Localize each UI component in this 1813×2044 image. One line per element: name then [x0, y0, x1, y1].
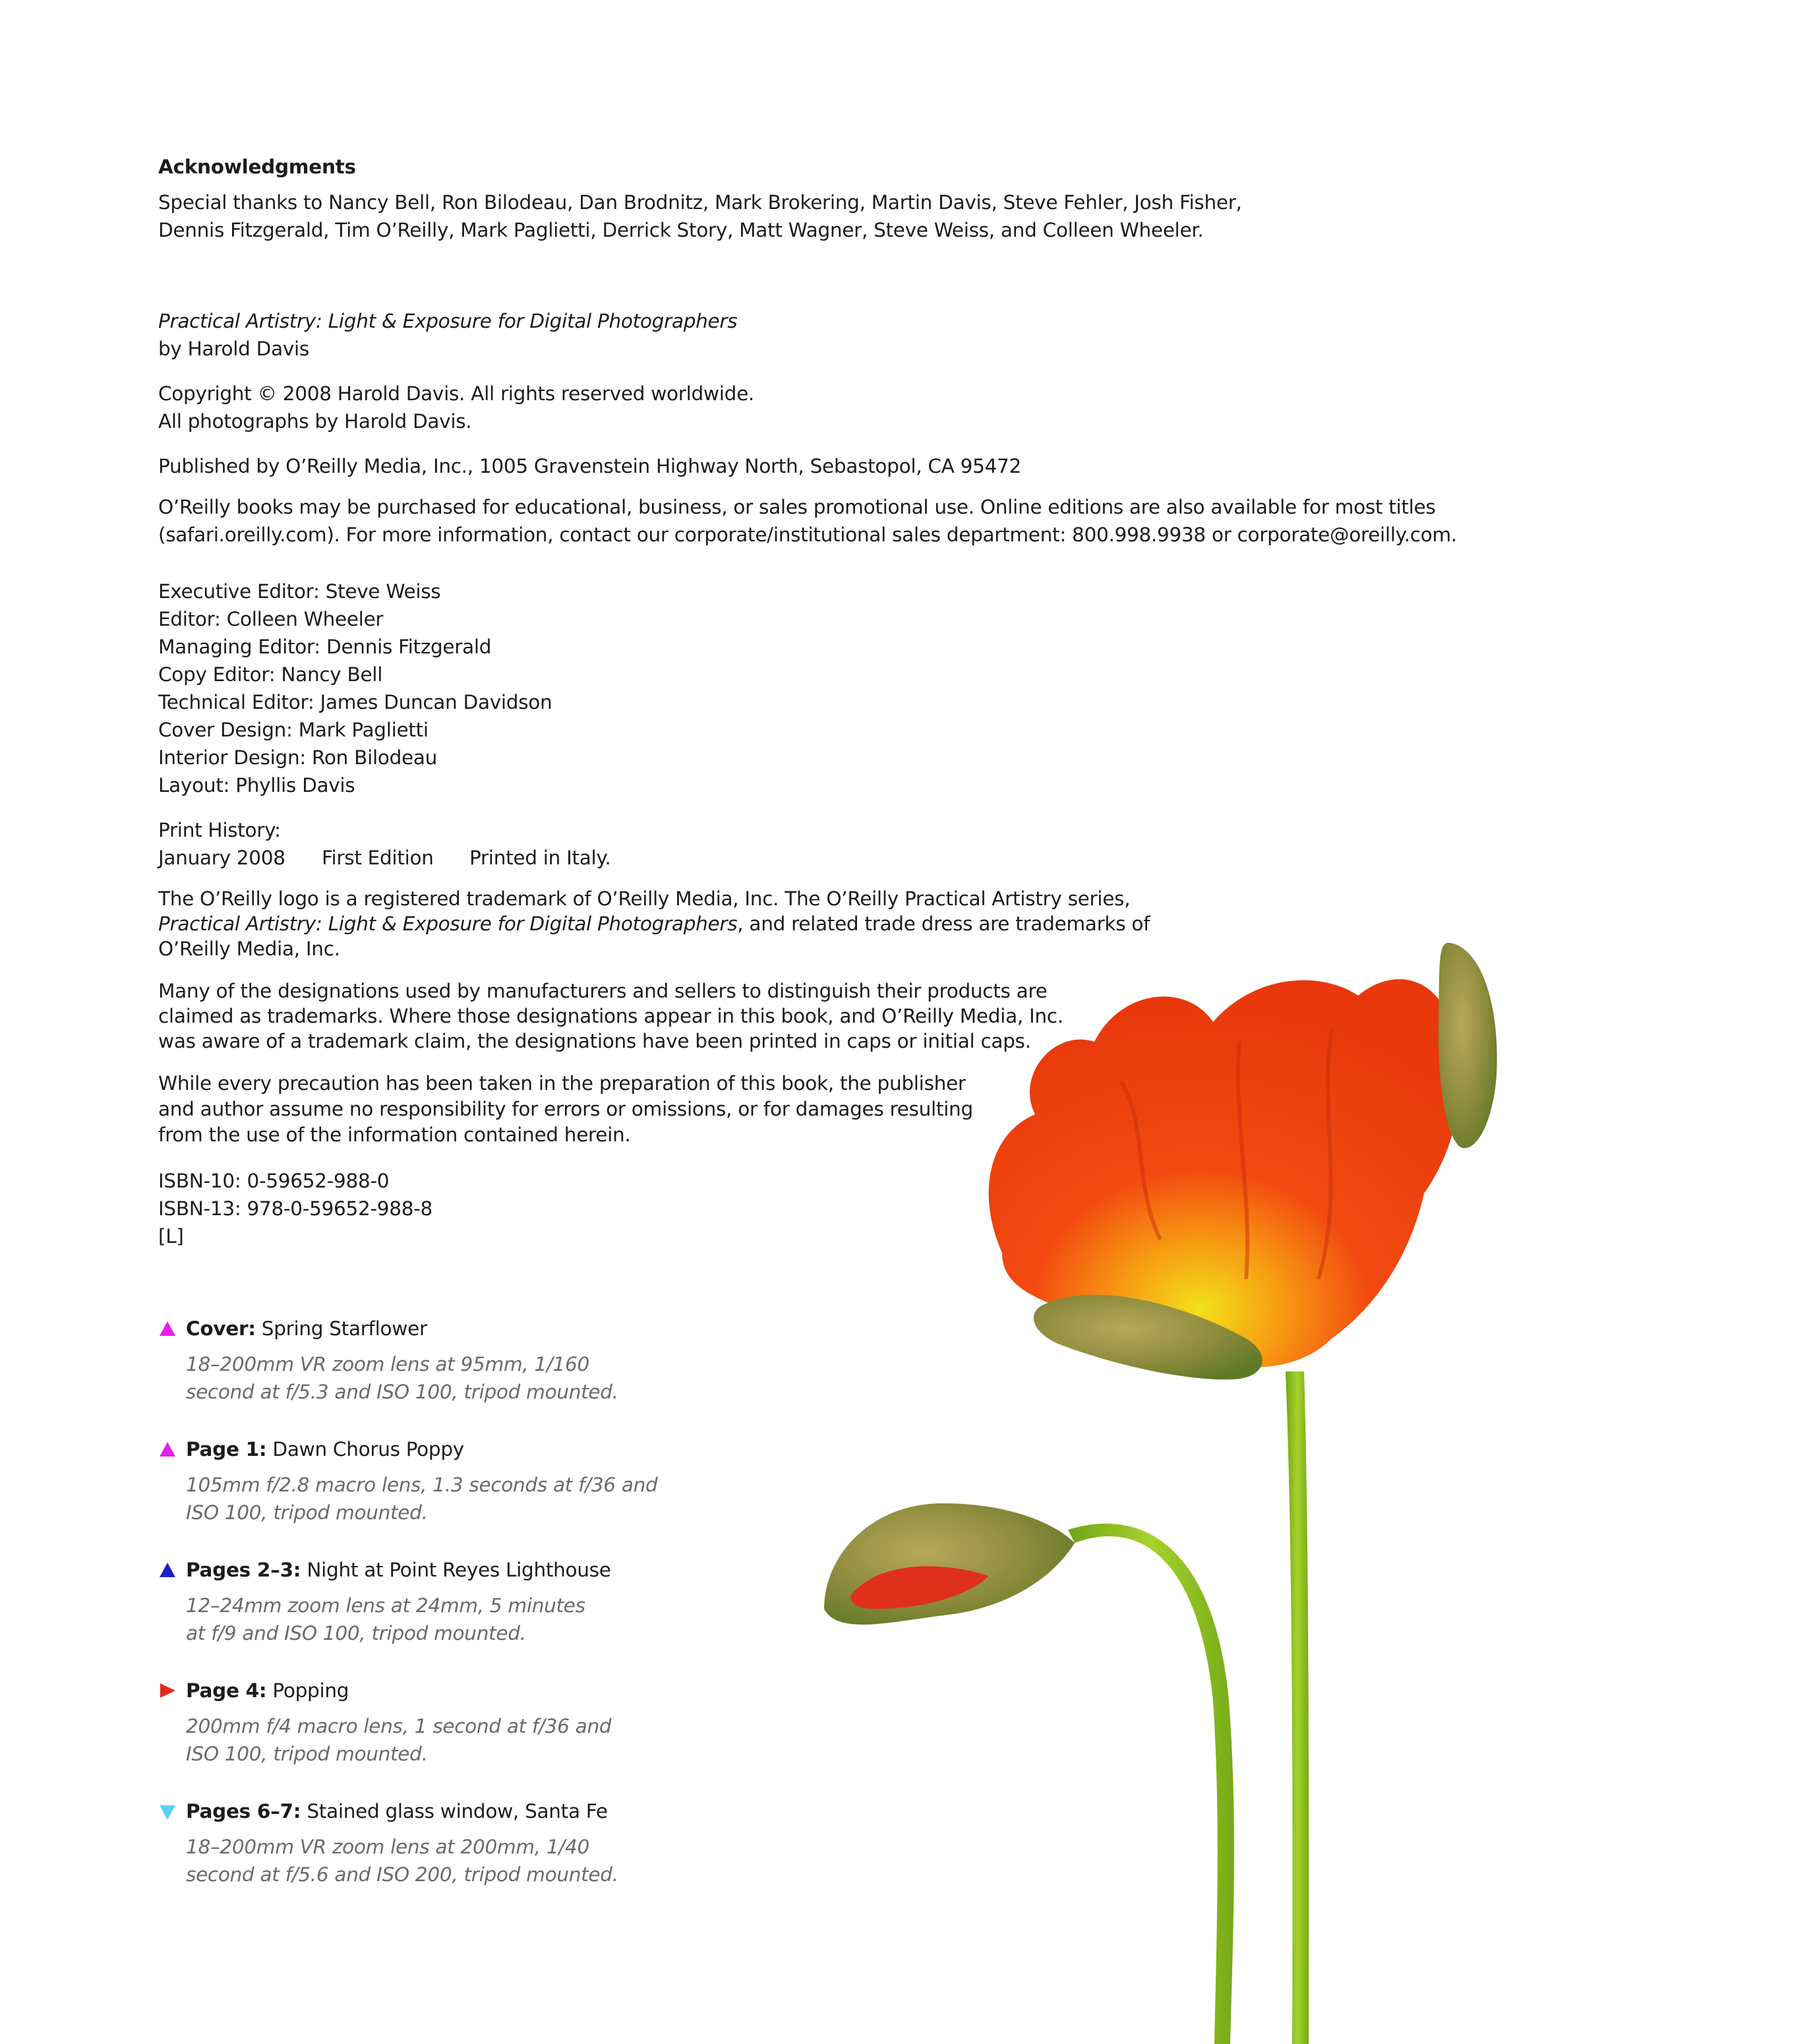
isbn-code: [L] [158, 1225, 184, 1247]
caption-detail-line-1: 105mm f/2.8 macro lens, 1.3 seconds at f/36 and [186, 1474, 658, 1496]
caption-detail-line-2: at f/9 and ISO 100, tripod mounted. [186, 1622, 526, 1644]
acknowledgments-heading: Acknowledgments [158, 156, 356, 178]
credit-line: Cover Design: Mark Paglietti [158, 719, 429, 741]
caption-label: Page 1: [186, 1438, 267, 1460]
caption-detail [158, 1833, 618, 1888]
print-location: Printed in Italy. [469, 847, 611, 869]
caption-item [158, 1677, 611, 1768]
isbn-10: ISBN-10: 0-59652-988-0 [158, 1170, 390, 1192]
disclaimer-line-3: from the use of the information contained herein. [158, 1124, 631, 1146]
credit-line: Layout: Phyllis Davis [158, 774, 355, 797]
caption-title: Popping [266, 1679, 349, 1702]
stem [1068, 1524, 1234, 2044]
caption-label: Page 4: [186, 1679, 267, 1702]
triangle-up-icon [158, 1319, 177, 1338]
print-history-label: Print History: [158, 819, 281, 841]
caption-title-line [158, 1556, 611, 1584]
credit-line: Copy Editor: Nancy Bell [158, 663, 383, 686]
caption-item [158, 1556, 611, 1647]
caption-detail-line-2: second at f/5.6 and ISO 200, tripod mounted. [186, 1863, 618, 1886]
caption-detail-line-2: ISO 100, tripod mounted. [186, 1501, 428, 1524]
sales-block [158, 493, 1457, 549]
designations-line-2: claimed as trademarks. Where those designations appear in this book, and O’Reilly Media, Inc. [158, 1005, 1063, 1027]
poppy-photo [725, 910, 1582, 2044]
credit-line: Interior Design: Ron Bilodeau [158, 746, 438, 769]
caption-label: Pages 6–7: [186, 1800, 301, 1822]
triangle-up-icon [158, 1561, 177, 1579]
acknowledgments-section [158, 153, 1242, 244]
credit-line: Editor: Colleen Wheeler [158, 608, 384, 630]
caption-title: Dawn Chorus Poppy [266, 1438, 464, 1460]
triangle-down-icon [158, 1802, 177, 1820]
book-author: by Harold Davis [158, 338, 309, 360]
caption-detail-line-1: 12–24mm zoom lens at 24mm, 5 minutes [186, 1594, 585, 1617]
trademark-line-3: O’Reilly Media, Inc. [158, 938, 340, 960]
caption-item [158, 1435, 657, 1526]
credit-line: Executive Editor: Steve Weiss [158, 580, 441, 603]
credit-line: Technical Editor: James Duncan Davidson [158, 691, 552, 713]
caption-detail-line-2: ISO 100, tripod mounted. [186, 1743, 428, 1765]
sales-line-1: O’Reilly books may be purchased for educational, business, or sales promotional use. Online editions are also available for most titles [158, 496, 1436, 518]
caption-detail [158, 1712, 611, 1768]
triangle-up-icon [160, 1321, 175, 1336]
caption-title-line [158, 1677, 611, 1704]
acknowledgments-line-1: Special thanks to Nancy Bell, Ron Bilodeau, Dan Brodnitz, Mark Brokering, Martin Davis, Steve Fehler, Josh Fisher, [158, 191, 1242, 214]
caption-title: Spring Starflower [255, 1317, 427, 1340]
triangle-up-icon [160, 1563, 175, 1577]
print-history-row [158, 844, 610, 872]
triangle-right-icon [160, 1683, 175, 1698]
print-history-block [158, 816, 610, 872]
caption-title: Stained glass window, Santa Fe [301, 1800, 608, 1822]
book-title: Practical Artistry: Light & Exposure for Digital Photographers [158, 310, 738, 332]
caption-detail [158, 1471, 657, 1526]
caption-title-line [158, 1435, 657, 1463]
publisher-line: Published by O’Reilly Media, Inc., 1005 Gravenstein Highway North, Sebastopol, CA 95472 [158, 455, 1021, 477]
copyright-line-2: All photographs by Harold Davis. [158, 410, 472, 433]
caption-detail [158, 1350, 618, 1406]
copyright-line-1: Copyright © 2008 Harold Davis. All rights reserved worldwide. [158, 382, 755, 405]
trademark-series-title: Practical Artistry: Light & Exposure for Digital Photographers [158, 913, 738, 935]
triangle-right-icon [158, 1681, 177, 1700]
trademark-line-2-rest: , and related trade dress are trademarks of [737, 913, 1150, 935]
copyright-block [158, 380, 754, 435]
caption-label: Cover: [186, 1317, 256, 1340]
triangle-up-icon [160, 1442, 175, 1457]
caption-title: Night at Point Reyes Lighthouse [301, 1559, 611, 1581]
designations-line-1: Many of the designations used by manufacturers and sellers to distinguish their products are [158, 980, 1048, 1002]
caption-detail-line-1: 200mm f/4 macro lens, 1 second at f/36 and [186, 1715, 612, 1737]
caption-detail-line-1: 18–200mm VR zoom lens at 95mm, 1/160 [186, 1353, 589, 1375]
isbn-block [158, 1167, 432, 1250]
triangle-down-icon [160, 1805, 175, 1820]
designations-line-3: was aware of a trademark claim, the designations have been printed in caps or initial caps. [158, 1030, 1031, 1052]
stem [1286, 1371, 1309, 2044]
sepal [1439, 943, 1497, 1149]
caption-item [158, 1315, 618, 1406]
print-edition: First Edition [322, 847, 434, 869]
print-date: January 2008 [158, 847, 285, 869]
isbn-13: ISBN-13: 978-0-59652-988-8 [158, 1197, 433, 1220]
credit-line: Managing Editor: Dennis Fitzgerald [158, 636, 492, 658]
caption-detail-line-1: 18–200mm VR zoom lens at 200mm, 1/40 [186, 1836, 589, 1858]
caption-item [158, 1797, 618, 1888]
book-title-block [158, 307, 737, 363]
caption-title-line [158, 1797, 618, 1825]
caption-detail [158, 1592, 611, 1647]
trademark-line-1: The O’Reilly logo is a registered trademark of O’Reilly Media, Inc. The O’Reilly Practical Artistry series, [158, 887, 1131, 910]
triangle-up-icon [158, 1440, 177, 1458]
caption-detail-line-2: second at f/5.3 and ISO 100, tripod mounted. [186, 1381, 618, 1403]
sales-line-2: (safari.oreilly.com). For more information, contact our corporate/institutional sales department: 800.998.9938 or corporate@oreilly.com. [158, 524, 1457, 546]
acknowledgments-line-2: Dennis Fitzgerald, Tim O’Reilly, Mark Paglietti, Derrick Story, Matt Wagner, Steve Weiss, and Colleen Wheeler. [158, 219, 1204, 241]
credits-list [158, 578, 552, 799]
disclaimer-line-2: and author assume no responsibility for errors or omissions, or for damages resulting [158, 1098, 973, 1120]
caption-label: Pages 2–3: [186, 1559, 301, 1581]
disclaimer-line-1: While every precaution has been taken in the preparation of this book, the publisher [158, 1072, 966, 1095]
caption-title-line [158, 1315, 618, 1342]
